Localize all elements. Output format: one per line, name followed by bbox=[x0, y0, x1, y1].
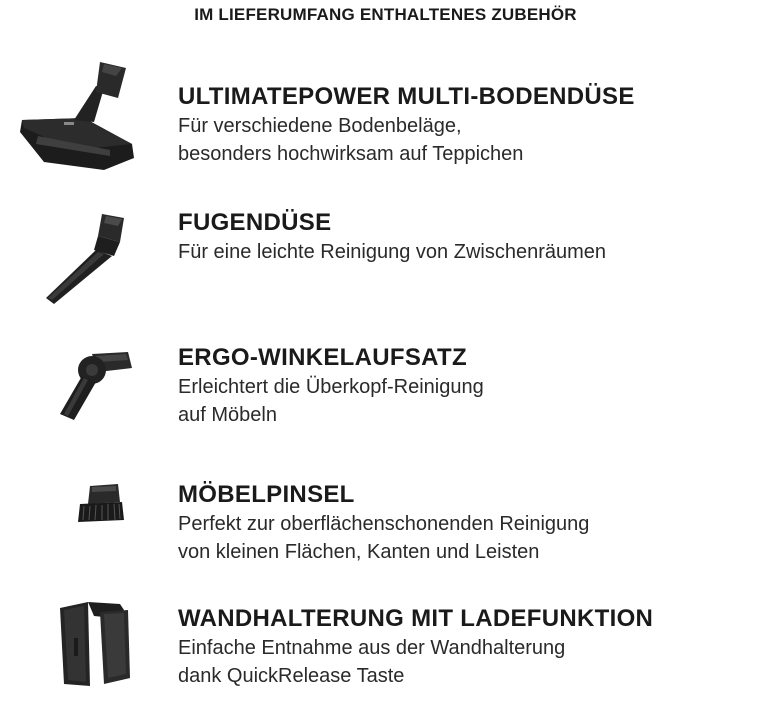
accessory-description-line: besonders hochwirksam auf Teppichen bbox=[178, 143, 524, 165]
furniture-brush-icon bbox=[74, 482, 130, 526]
accessory-name: ERGO-WINKELAUFSATZ bbox=[178, 344, 467, 371]
page-title: IM LIEFERUMFANG ENTHALTENES ZUBEHÖR bbox=[194, 5, 577, 24]
accessory-description-line: Perfekt zur oberflächenschonenden Reinigung bbox=[178, 513, 590, 535]
accessory-name: WANDHALTERUNG MIT LADEFUNKTION bbox=[178, 605, 654, 632]
accessory-description-line: auf Möbeln bbox=[178, 404, 277, 426]
accessory-description-line: Für verschiedene Bodenbeläge, bbox=[178, 115, 462, 137]
accessory-description-line: von kleinen Flächen, Kanten und Leisten bbox=[178, 541, 540, 563]
wall-mount-icon bbox=[54, 598, 136, 690]
accessory-name: FUGENDÜSE bbox=[178, 209, 332, 236]
accessory-description-line: Einfache Entnahme aus der Wandhalterung bbox=[178, 637, 566, 659]
accessory-description-line: dank QuickRelease Taste bbox=[178, 665, 405, 687]
accessory-name: ULTIMATEPOWER MULTI-BODENDÜSE bbox=[178, 83, 635, 110]
angle-adapter-icon bbox=[52, 348, 138, 424]
accessory-description-line: Erleichtert die Überkopf-Reinigung bbox=[178, 376, 484, 398]
crevice-tool-icon bbox=[40, 208, 140, 308]
floor-nozzle-icon bbox=[14, 58, 144, 174]
accessory-name: MÖBELPINSEL bbox=[178, 481, 355, 508]
accessory-description-line: Für eine leichte Reinigung von Zwischenräumen bbox=[178, 241, 607, 263]
